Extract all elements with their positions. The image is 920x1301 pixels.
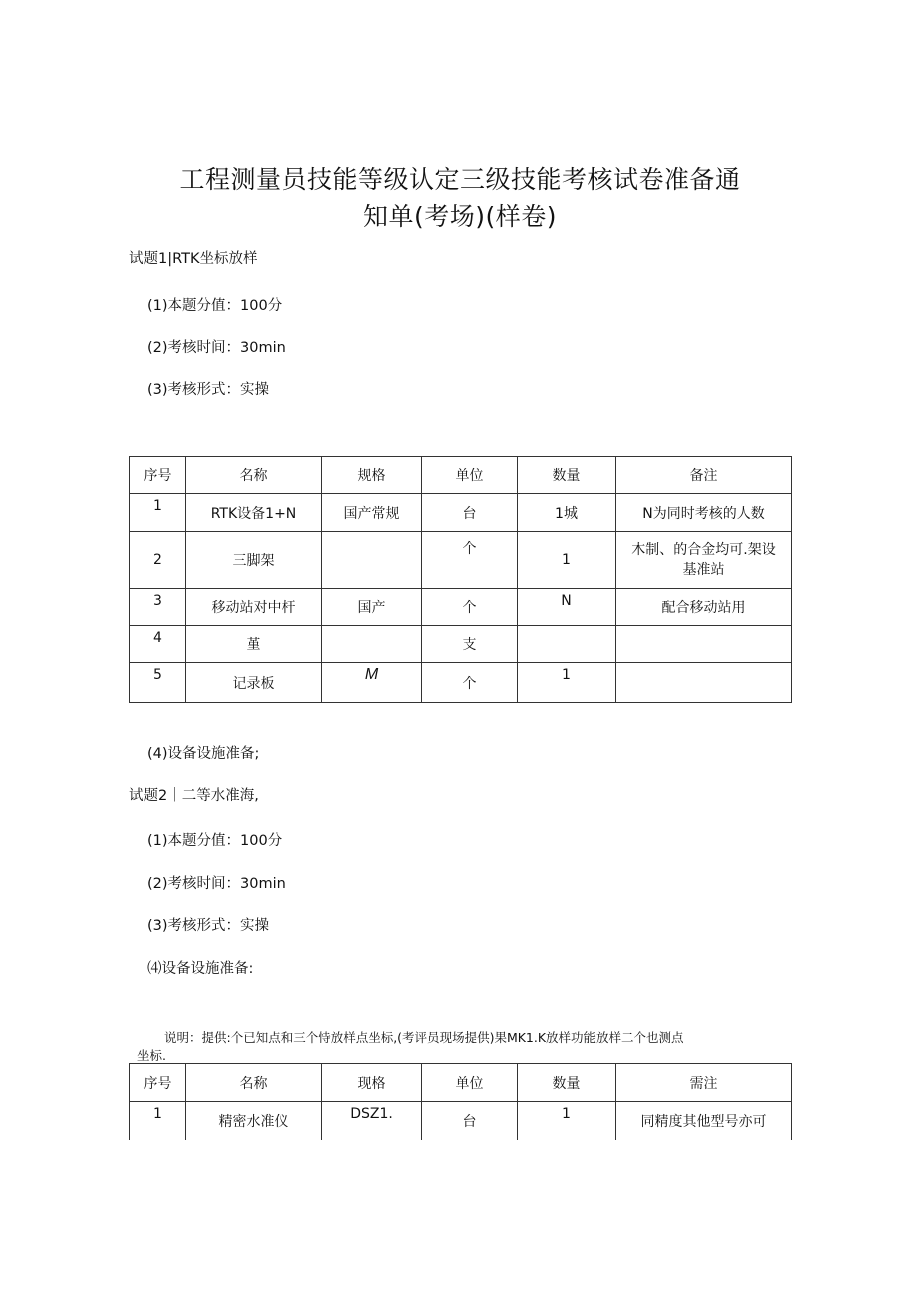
doc-title-line2: 知单(考场)(样卷)	[362, 202, 557, 231]
table-cell	[616, 626, 792, 663]
table-row	[130, 589, 792, 626]
header-cell: 名称	[186, 1064, 322, 1102]
table-cell: M	[322, 663, 422, 703]
q1-prep: (4)设备设施准备;	[147, 746, 260, 762]
equipment-table-2	[129, 1063, 792, 1140]
table-cell: 精密水准仪	[186, 1102, 322, 1140]
q1-score: (1)本题分值：100分	[147, 298, 283, 314]
table-cell: 5	[130, 663, 186, 703]
equipment-table-1	[129, 456, 792, 703]
q1-time: (2)考核时间：30min	[147, 340, 286, 356]
q2-time: (2)考核时间：30min	[147, 876, 286, 892]
table-cell: N为同时考核的人数	[616, 494, 792, 532]
table-cell: 个	[422, 589, 518, 626]
header-cell: 备注	[616, 457, 792, 494]
table-cell: 1	[130, 1102, 186, 1140]
table-cell: 同精度其他型号亦可	[616, 1102, 792, 1140]
table-row	[130, 532, 792, 589]
table-cell: 移动站对中杆	[186, 589, 322, 626]
table-row	[130, 626, 792, 663]
table-cell: 支	[422, 626, 518, 663]
header-cell: 规格	[322, 457, 422, 494]
table-cell: 1城	[518, 494, 616, 532]
table-cell	[518, 626, 616, 663]
header-cell: 名称	[186, 457, 322, 494]
table-cell: 台	[422, 1102, 518, 1140]
table-cell: 国产常规	[322, 494, 422, 532]
table-cell: RTK设备1+N	[186, 494, 322, 532]
q2-score: (1)本题分值：100分	[147, 833, 283, 849]
table-cell: 台	[422, 494, 518, 532]
doc-title-line1: 工程测量员技能等级认定三级技能考核试卷准备通	[179, 165, 741, 194]
q2-heading: 试题2｜二等水准海,	[129, 788, 259, 804]
table-cell: 1	[518, 532, 616, 589]
table-header-row	[130, 1064, 792, 1102]
header-cell: 现格	[322, 1064, 422, 1102]
table-cell: DSZ1.	[322, 1102, 422, 1140]
table-cell: 1	[518, 663, 616, 703]
table-cell: 2	[130, 532, 186, 589]
table-row	[130, 1102, 792, 1140]
table-cell: 个	[422, 532, 518, 589]
header-cell: 序号	[130, 1064, 186, 1102]
table-cell: 个	[422, 663, 518, 703]
q2-note-line2: 坐标.	[137, 1048, 166, 1063]
table-cell: 记录板	[186, 663, 322, 703]
table-cell: 堇	[186, 626, 322, 663]
table-cell: 国产	[322, 589, 422, 626]
q2-note-line1: 说明：提供:个已知点和三个恃放样点坐标,(考评员现场提供)果MK1.K放样功能放样二个也测点	[164, 1030, 684, 1045]
table-cell: 木制、的合金均可.架设基准站	[616, 532, 792, 589]
table-cell: 1	[130, 494, 186, 532]
header-cell: 单位	[422, 457, 518, 494]
table-cell: N	[518, 589, 616, 626]
table-header-row	[130, 457, 792, 494]
q1-form: (3)考核形式：实操	[147, 382, 270, 398]
table-cell: 4	[130, 626, 186, 663]
table-row	[130, 494, 792, 532]
table-row	[130, 663, 792, 703]
header-cell: 数量	[518, 457, 616, 494]
header-cell: 需注	[616, 1064, 792, 1102]
table-cell	[616, 663, 792, 703]
q2-prep: ⑷设备设施准备:	[147, 961, 254, 977]
q2-form: (3)考核形式：实操	[147, 918, 270, 934]
table-cell	[322, 532, 422, 589]
table-cell: 1	[518, 1102, 616, 1140]
header-cell: 数量	[518, 1064, 616, 1102]
table-cell: 三脚架	[186, 532, 322, 589]
table-cell: 3	[130, 589, 186, 626]
q1-heading: 试题1|RTK坐标放样	[129, 251, 258, 267]
table-cell: 配合移动站用	[616, 589, 792, 626]
table-cell	[322, 626, 422, 663]
header-cell: 单位	[422, 1064, 518, 1102]
header-cell: 序号	[130, 457, 186, 494]
